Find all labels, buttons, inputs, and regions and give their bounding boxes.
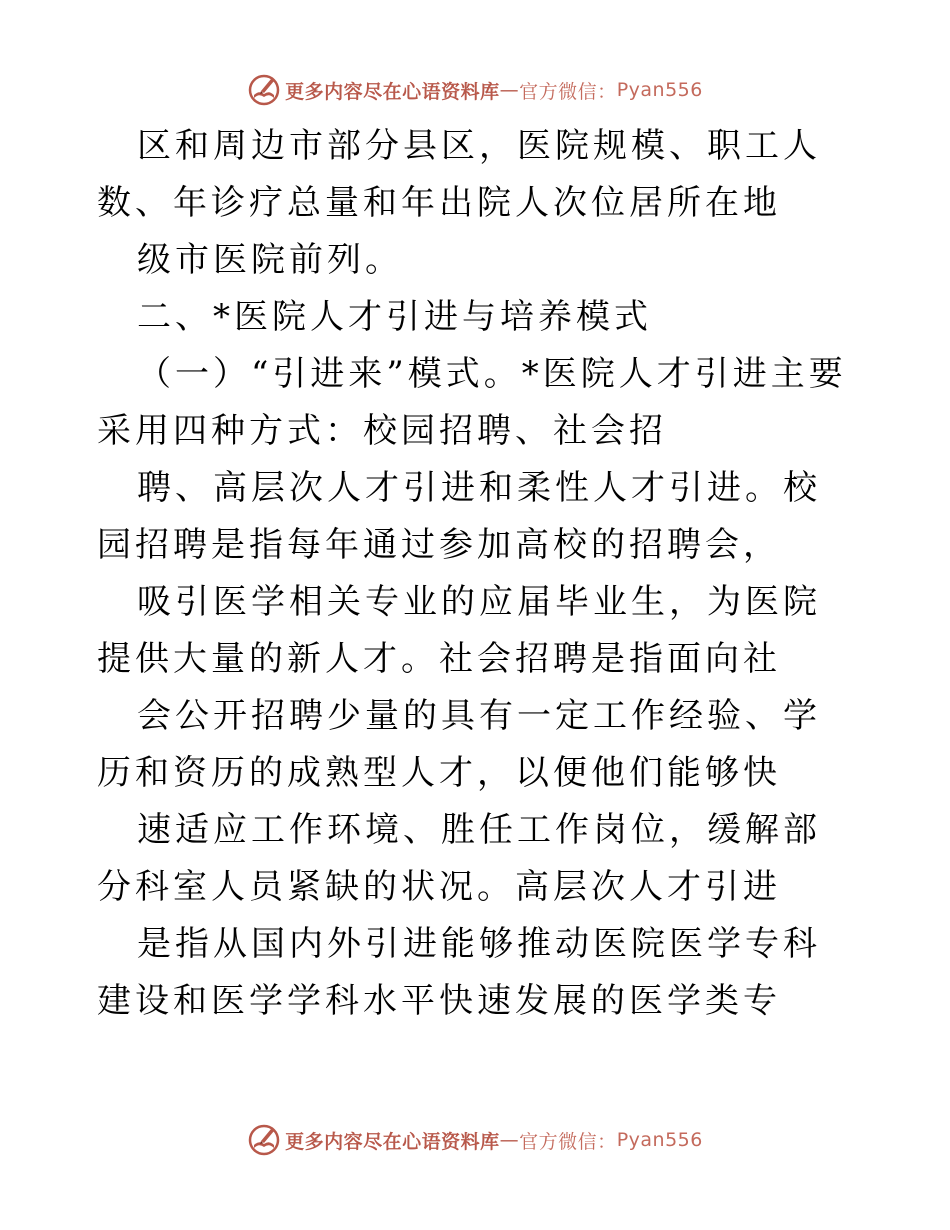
paragraph: 级市医院前列。 xyxy=(137,240,403,280)
banner-wechat-label: 官方微信： xyxy=(519,80,617,103)
banner-separator: — xyxy=(499,79,520,101)
paragraph: 会公开招聘少量的具有一定工作经验、学历和资历的成熟型人才，以便他们能够快 xyxy=(97,696,821,793)
paragraph: 是指从国内外引进能够推动医院医学专科建设和医学学科水平快速发展的医学类专 xyxy=(97,924,821,1021)
header-banner xyxy=(0,70,950,110)
paragraph: 速适应工作环境、胜任工作岗位，缓解部分科室人员紧缺的状况。高层次人才引进 xyxy=(97,810,821,907)
book-pen-logo-icon xyxy=(247,1123,281,1157)
book-pen-logo-icon xyxy=(247,73,281,107)
banner-main-text: 更多内容尽在心语资料库 xyxy=(285,80,500,103)
section-heading: 二、*医院人才引进与培养模式 xyxy=(137,297,652,337)
paragraph: 聘、高层次人才引进和柔性人才引进。校园招聘是指每年通过参加高校的招聘会， xyxy=(97,468,821,565)
footer-banner xyxy=(0,1120,950,1160)
paragraph: 区和周边市部分县区，医院规模、职工人数、年诊疗总量和年出院人次位居所在地 xyxy=(97,126,821,223)
banner-main-text: 更多内容尽在心语资料库 xyxy=(285,1130,500,1153)
paragraph: （一）“引进来”模式。*医院人才引进主要采用四种方式：校园招聘、社会招 xyxy=(97,354,847,451)
banner-separator: — xyxy=(499,1129,520,1151)
paragraph: 吸引医学相关专业的应届毕业生，为医院提供大量的新人才。社会招聘是指面向社 xyxy=(97,582,821,679)
banner-wechat-label: 官方微信： xyxy=(519,1130,617,1153)
document-body xyxy=(97,118,857,1030)
banner-wechat-id: Pyan556 xyxy=(616,79,703,101)
banner-wechat-id: Pyan556 xyxy=(616,1129,703,1151)
